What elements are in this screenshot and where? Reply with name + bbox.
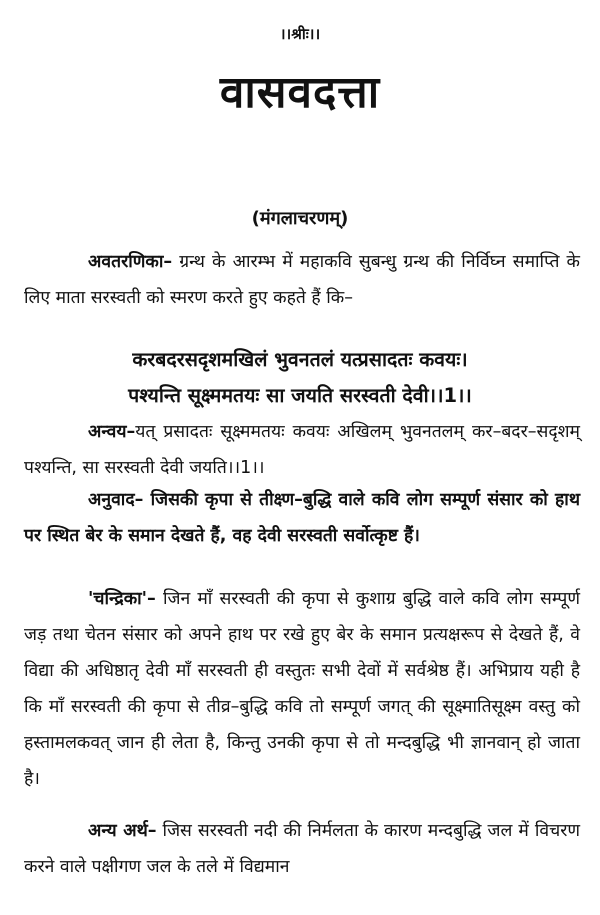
anvaya-label: अन्वय– (88, 422, 136, 442)
anvaya-paragraph (24, 414, 580, 486)
anya-artha-paragraph (24, 813, 580, 885)
anuvad-paragraph (24, 482, 580, 554)
chandrika-text: जिन माँ सरस्वती की कृपा से कुशाग्र बुद्धि वाले कवि लोग सम्पूर्ण जड़ तथा चेतन संसार को अपने हाथ पर रखे हुए बेर के समान प्रत्यक्षरूप से देखते हैं, वे विद्या की अधिष्ठातृ देवी माँ सरस्वती ही वस्तुतः सभी देवों में सर्वश्रेष्ठ हैं। अभिप्राय यही है कि माँ सरस्वती की कृपा से तीव्र–बुद्धि कवि तो सम्पूर्ण जगत् की सूक्ष्मातिसूक्ष्म वस्तु को हस्तामलकवत् जान ही लेता है, किन्तु उनकी कृपा से तो मन्दबुद्धि भी ज्ञानवान् हो जाता है। (24, 589, 580, 789)
anuvad-label: अनुवाद– (88, 490, 144, 510)
chandrika-label: 'चन्द्रिका'– (88, 589, 156, 609)
anya-artha-label: अन्य अर्थ– (88, 821, 157, 841)
anuvad-text: जिसकी कृपा से तीक्ष्ण–बुद्धि वाले कवि लोग सम्पूर्ण संसार को हाथ पर स्थित बेर के समान देखते हैं, वह देवी सरस्वती सर्वोत्कृष्ट हैं। (24, 490, 580, 546)
invocation-mark: ।।श्रीः।। (279, 25, 321, 43)
anya-artha-text: जिस सरस्वती नदी की निर्मलता के कारण मन्दबुद्धि जल में विचरण करने वाले पक्षीगण जल के तले में विद्यमान (24, 821, 581, 877)
avataranika-label: अवतरणिका– (88, 252, 173, 272)
chandrika-paragraph (24, 581, 580, 797)
avataranika-paragraph (24, 244, 580, 316)
verse-line-1: करबदरसदृशमखिलं भुवनतलं यत्प्रसादतः कवयः। (132, 348, 468, 371)
page-title: वासवदत्ता (219, 67, 381, 118)
section-heading: (मंगलाचरणम्) (251, 208, 349, 229)
verse-line-2: पश्यन्ति सूक्ष्ममतयः सा जयति सरस्वती देवी।।1।। (128, 384, 472, 407)
avataranika-text: ग्रन्थ के आरम्भ में महाकवि सुबन्धु ग्रन्थ की निर्विघ्न समाप्ति के लिए माता सरस्वती को स्मरण करते हुए कहते हैं कि– (24, 252, 580, 308)
anvaya-text: यत् प्रसादतः सूक्ष्ममतयः कवयः अखिलम् भुवनतलम् कर–बदर–सदृशम् पश्यन्ति, सा सरस्वती देवी जयति।।1।। (24, 422, 580, 478)
